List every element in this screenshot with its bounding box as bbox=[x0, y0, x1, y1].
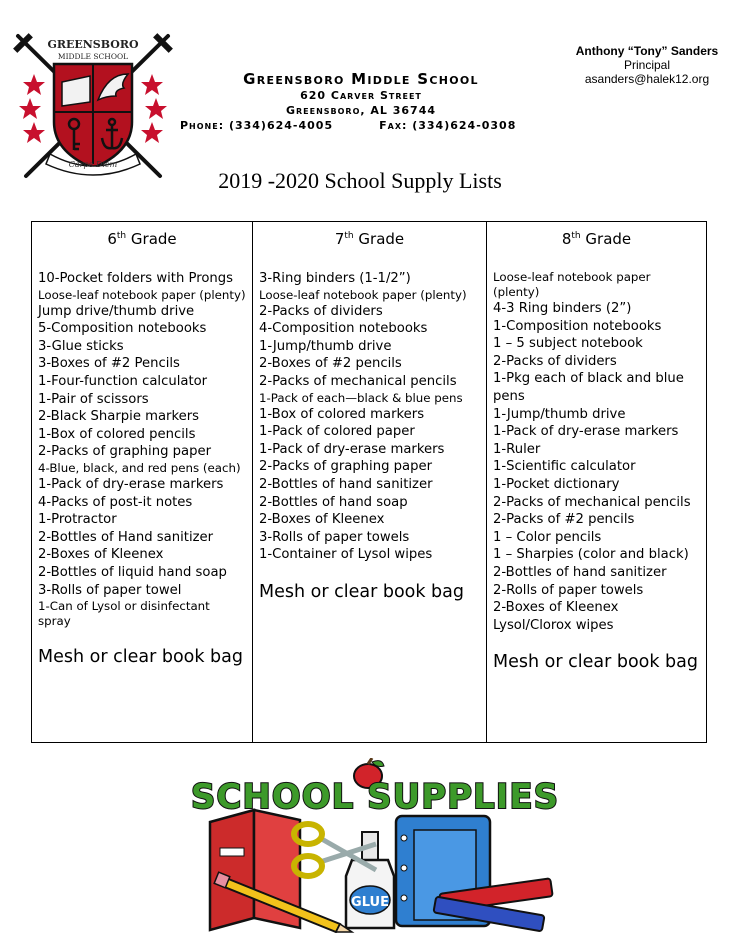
list-item: 2-Packs of graphing paper bbox=[259, 459, 432, 475]
list-item: 2-Packs of dividers bbox=[493, 353, 617, 369]
list-item: 1-Pack of each—black & blue pens bbox=[259, 390, 463, 405]
list-item: 1-Pack of dry-erase markers bbox=[493, 424, 679, 440]
list-item: 2-Boxes of #2 pencils bbox=[259, 356, 402, 372]
list-item: 1-Pkg each of black and blue pens bbox=[493, 371, 684, 404]
list-item: 1-Scientific calculator bbox=[493, 459, 636, 475]
list-item: 1-Ruler bbox=[493, 441, 541, 457]
list-item: 2-Boxes of Kleenex bbox=[38, 547, 164, 563]
list-item: 5-Composition notebooks bbox=[38, 321, 207, 337]
fax-number: Fax: (334)624-0308 bbox=[379, 119, 517, 132]
list-item: 10-Pocket folders with Prongs bbox=[38, 271, 234, 286]
list-item: 2-Boxes of Kleenex bbox=[493, 600, 619, 616]
list-item: 1-Jump/thumb drive bbox=[493, 406, 626, 422]
list-item: 1-Box of colored markers bbox=[259, 406, 425, 422]
banner-title: SCHOOL SUPPLIES bbox=[190, 777, 560, 817]
list-item: Lysol/Clorox wipes bbox=[493, 617, 614, 633]
principal-title: Principal bbox=[623, 58, 671, 72]
grade-8-heading: 8th Grade bbox=[561, 230, 632, 248]
list-item: Loose-leaf notebook paper (plenty) bbox=[259, 287, 467, 302]
principal-name: Anthony “Tony” Sanders bbox=[575, 44, 719, 58]
list-item: 2-Bottles of hand sanitizer bbox=[493, 564, 667, 580]
list-item: Loose-leaf notebook paper (plenty) bbox=[38, 287, 246, 302]
list-item: 2-Bottles of liquid hand soap bbox=[38, 564, 227, 580]
list-item: 2-Rolls of paper towels bbox=[493, 582, 644, 598]
list-item: 1-Pair of scissors bbox=[38, 391, 149, 407]
list-item: 1-Four-function calculator bbox=[38, 373, 208, 389]
list-item: Loose-leaf notebook paper (plenty) bbox=[493, 270, 651, 299]
list-item: 4-Composition notebooks bbox=[259, 321, 428, 337]
svg-text:Carpe Diem: Carpe Diem bbox=[68, 160, 118, 169]
list-item: 4-3 Ring binders (2”) bbox=[493, 301, 632, 316]
school-crest-logo bbox=[12, 30, 174, 182]
list-item: 1-Box of colored pencils bbox=[38, 426, 196, 442]
list-item: 1-Jump/thumb drive bbox=[259, 338, 392, 354]
svg-text:MIDDLE SCHOOL: MIDDLE SCHOOL bbox=[57, 52, 129, 61]
list-item: 2-Packs of mechanical pencils bbox=[493, 494, 691, 510]
principal-email: asanders@halek12.org bbox=[584, 72, 710, 86]
grade-8-list bbox=[493, 270, 700, 634]
list-item: 2-Boxes of Kleenex bbox=[259, 512, 385, 528]
list-item: 1-Pocket dictionary bbox=[493, 476, 620, 492]
school-city: Greensboro, AL 36744 bbox=[285, 104, 437, 117]
list-item: 3-Rolls of paper towel bbox=[38, 582, 182, 598]
grade-8-bag-note: Mesh or clear book bag bbox=[493, 652, 698, 673]
list-item: 3-Rolls of paper towels bbox=[259, 529, 410, 545]
svg-text:GREENSBORO: GREENSBORO bbox=[47, 38, 139, 51]
list-item: 3-Glue sticks bbox=[38, 338, 124, 354]
list-item: 1-Can of Lysol or disinfectant spray bbox=[38, 599, 210, 629]
list-item: 2-Packs of dividers bbox=[259, 303, 383, 319]
list-item: 3-Ring binders (1-1/2”) bbox=[259, 271, 411, 286]
grade-8-column bbox=[487, 222, 707, 743]
principal-block bbox=[562, 44, 732, 86]
svg-text:GLUE: GLUE bbox=[351, 895, 389, 910]
list-item: 3-Boxes of #2 Pencils bbox=[38, 356, 180, 372]
list-item: 1 – Color pencils bbox=[493, 529, 602, 545]
list-item: 2-Packs of graphing paper bbox=[38, 444, 211, 460]
grade-6-heading: 6th Grade bbox=[107, 230, 177, 248]
list-item: 2-Bottles of Hand sanitizer bbox=[38, 529, 214, 545]
list-item: 1 – Sharpies (color and black) bbox=[493, 547, 689, 563]
list-item: Jump drive/thumb drive bbox=[38, 303, 195, 319]
contact-line bbox=[176, 118, 546, 133]
supply-list-table bbox=[31, 221, 707, 743]
grade-7-bag-note: Mesh or clear book bag bbox=[259, 581, 464, 602]
list-item: 1 – 5 subject notebook bbox=[493, 336, 643, 352]
list-item: 1-Pack of dry-erase markers bbox=[259, 441, 445, 457]
grade-7-column bbox=[253, 222, 487, 743]
grade-7-heading: 7th Grade bbox=[334, 230, 405, 248]
list-item: 2-Bottles of hand sanitizer bbox=[259, 476, 433, 492]
list-item: 2-Bottles of hand soap bbox=[259, 494, 408, 510]
list-item: 1-Pack of colored paper bbox=[259, 424, 415, 440]
phone-number: Phone: (334)624-4005 bbox=[180, 119, 334, 132]
list-item: 4-Blue, black, and red pens (each) bbox=[38, 460, 241, 475]
school-name: Greensboro Middle School bbox=[243, 70, 479, 88]
grade-7-list bbox=[259, 270, 480, 564]
list-item: 1-Container of Lysol wipes bbox=[259, 547, 433, 563]
list-item: 1-Composition notebooks bbox=[493, 318, 662, 334]
list-item: 2-Black Sharpie markers bbox=[38, 409, 200, 425]
list-item: 2-Packs of #2 pencils bbox=[493, 512, 635, 528]
school-header bbox=[176, 70, 546, 133]
grade-6-column bbox=[32, 222, 253, 743]
grade-6-list bbox=[38, 270, 246, 629]
school-street: 620 Carver Street bbox=[300, 89, 422, 102]
list-item: 1-Protractor bbox=[38, 512, 117, 528]
grade-6-bag-note: Mesh or clear book bag bbox=[38, 647, 243, 668]
list-item: 2-Packs of mechanical pencils bbox=[259, 373, 457, 389]
list-item: 1-Pack of dry-erase markers bbox=[38, 476, 224, 492]
list-item: 4-Packs of post-it notes bbox=[38, 494, 193, 510]
school-supplies-clipart bbox=[190, 758, 560, 933]
page-title: 2019 -2020 School Supply Lists bbox=[218, 168, 502, 193]
